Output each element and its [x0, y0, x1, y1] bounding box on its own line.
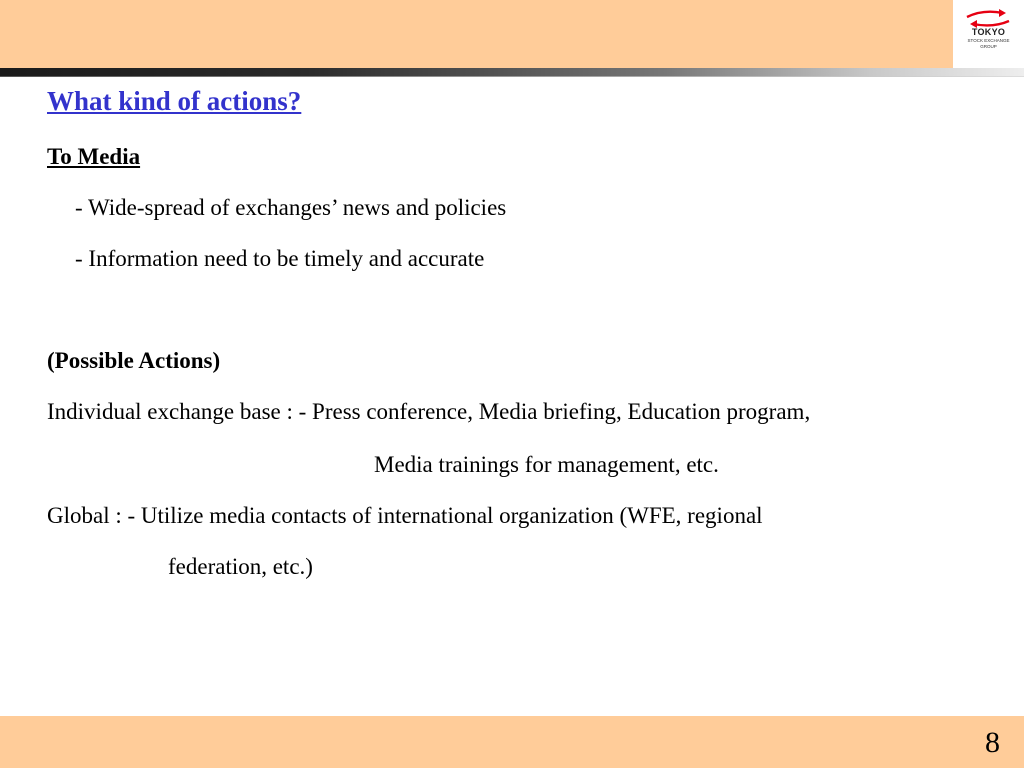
possible-actions-heading: (Possible Actions) [47, 348, 221, 373]
global-continuation: federation, etc.) [168, 554, 313, 579]
header-divider-thin [0, 76, 1024, 77]
bullet-item: - Wide-spread of exchanges’ news and policies [75, 195, 507, 220]
logo-subtitle-line1: STOCK EXCHANGE [967, 38, 1010, 43]
logo-name: TOKYO [971, 27, 1006, 37]
section-heading: To Media [47, 144, 141, 169]
footer-band [0, 716, 1024, 768]
tse-logo [953, 0, 1024, 68]
page-number: 8 [985, 726, 1000, 759]
header-band [0, 0, 953, 68]
header-divider [0, 68, 1024, 76]
global-line: Global : - Utilize media contacts of international organization (WFE, regional [47, 503, 763, 528]
individual-exchange-line: Individual exchange base : - Press conference, Media briefing, Education program, [47, 399, 811, 424]
individual-exchange-continuation: Media trainings for management, etc. [374, 452, 719, 477]
bullet-item: - Information need to be timely and accurate [75, 246, 485, 271]
slide-title: What kind of actions? [47, 86, 302, 116]
logo-subtitle-line2: GROUP [980, 44, 997, 49]
logo-subtitle [953, 38, 1024, 50]
